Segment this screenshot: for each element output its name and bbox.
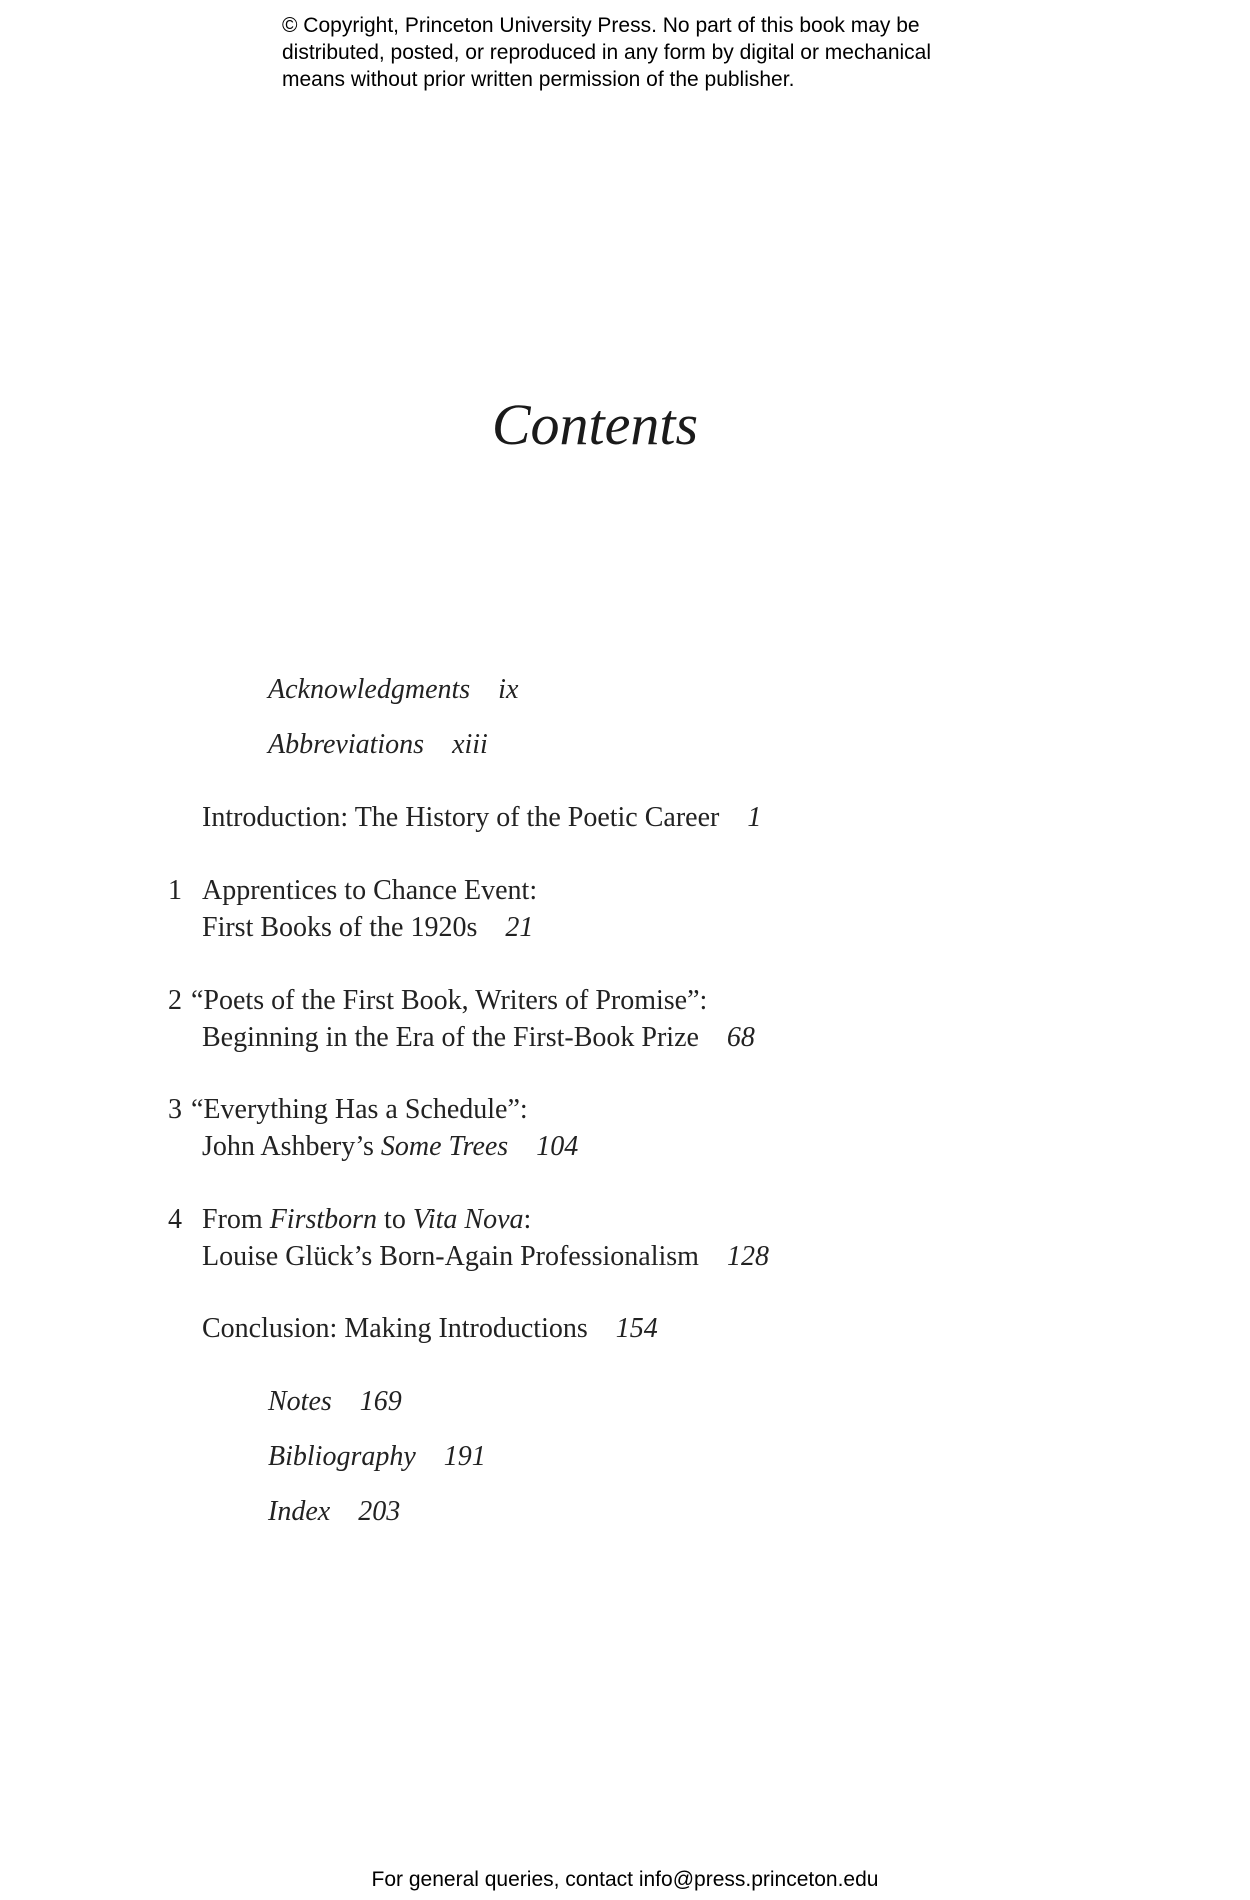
toc-entry-page: 21 xyxy=(505,912,534,943)
chapter-title-line-1: “Poets of the First Book, Writers of Promise”: xyxy=(191,985,708,1016)
toc-entry-conclusion[interactable] xyxy=(202,1311,658,1347)
toc-entry-label: Introduction: The History of the Poetic Career xyxy=(202,802,720,833)
chapter-subtitle: Louise Glück’s Born-Again Professionalism xyxy=(202,1241,699,1272)
toc-entry-page: 128 xyxy=(726,1241,769,1272)
copyright-line-1: © Copyright, Princeton University Press. No part of this book may be xyxy=(282,14,920,37)
toc-entry-page: 68 xyxy=(726,1022,755,1053)
chapter-number: 1 xyxy=(168,875,182,906)
chapter-title-book-title: Firstborn xyxy=(269,1204,378,1235)
toc-entry-page: 1 xyxy=(747,802,762,833)
chapter-subtitle: First Books of the 1920s xyxy=(202,912,478,943)
chapter-number: 3 xyxy=(168,1094,182,1125)
chapter-title-text: to xyxy=(377,1204,413,1235)
copyright-line-2: distributed, posted, or reproduced in any form by digital or mechanical xyxy=(282,41,932,64)
chapter-subtitle-text: John Ashbery’s xyxy=(202,1131,381,1162)
toc-entry-page: 203 xyxy=(358,1496,401,1527)
toc-entry-page: 191 xyxy=(443,1441,486,1472)
toc-entry-page: ix xyxy=(498,674,519,705)
toc-entry-label: Bibliography xyxy=(268,1441,416,1472)
chapter-number: 4 xyxy=(168,1204,182,1235)
toc-entry-bibliography[interactable] xyxy=(268,1439,486,1475)
toc-entry-label: Index xyxy=(268,1496,331,1527)
chapter-title-line-2 xyxy=(202,1239,769,1275)
chapter-title-line-1: “Everything Has a Schedule”: xyxy=(191,1094,528,1125)
toc-entry-index[interactable] xyxy=(268,1494,400,1530)
chapter-title-text: From xyxy=(202,1204,270,1235)
chapter-subtitle-book-title: Some Trees xyxy=(380,1131,509,1162)
copyright-line-3: means without prior written permission of the publisher. xyxy=(282,68,795,91)
copyright-notice xyxy=(282,12,1022,93)
toc-entry-abbreviations[interactable] xyxy=(268,727,488,763)
toc-entry-introduction[interactable] xyxy=(202,800,761,836)
toc-entry-notes[interactable] xyxy=(268,1384,402,1420)
toc-entry-acknowledgments[interactable] xyxy=(268,672,518,708)
toc-entry-page: xiii xyxy=(452,729,488,760)
chapter-title-line-2 xyxy=(202,1020,755,1056)
chapter-title-line-1 xyxy=(202,1202,531,1238)
toc-entry-label: Notes xyxy=(268,1386,332,1417)
toc-entry-label: Conclusion: Making Introductions xyxy=(202,1313,588,1344)
chapter-title-book-title: Vita Nova xyxy=(412,1204,524,1235)
chapter-title-line-2 xyxy=(202,1129,578,1165)
toc-entry-page: 154 xyxy=(615,1313,658,1344)
footer-contact: For general queries, contact info@press.princeton.edu xyxy=(371,1868,879,1891)
chapter-title-line-1: Apprentices to Chance Event: xyxy=(202,875,538,906)
chapter-title-text: : xyxy=(523,1204,532,1235)
chapter-title-line-2 xyxy=(202,910,533,946)
toc-entry-page: 104 xyxy=(536,1131,579,1162)
chapter-number: 2 xyxy=(168,985,182,1016)
toc-entry-label: Acknowledgments xyxy=(268,674,471,705)
chapter-subtitle: Beginning in the Era of the First-Book Prize xyxy=(202,1022,699,1053)
page-title: Contents xyxy=(491,392,699,457)
toc-entry-page: 169 xyxy=(359,1386,402,1417)
toc-entry-label: Abbreviations xyxy=(268,729,425,760)
